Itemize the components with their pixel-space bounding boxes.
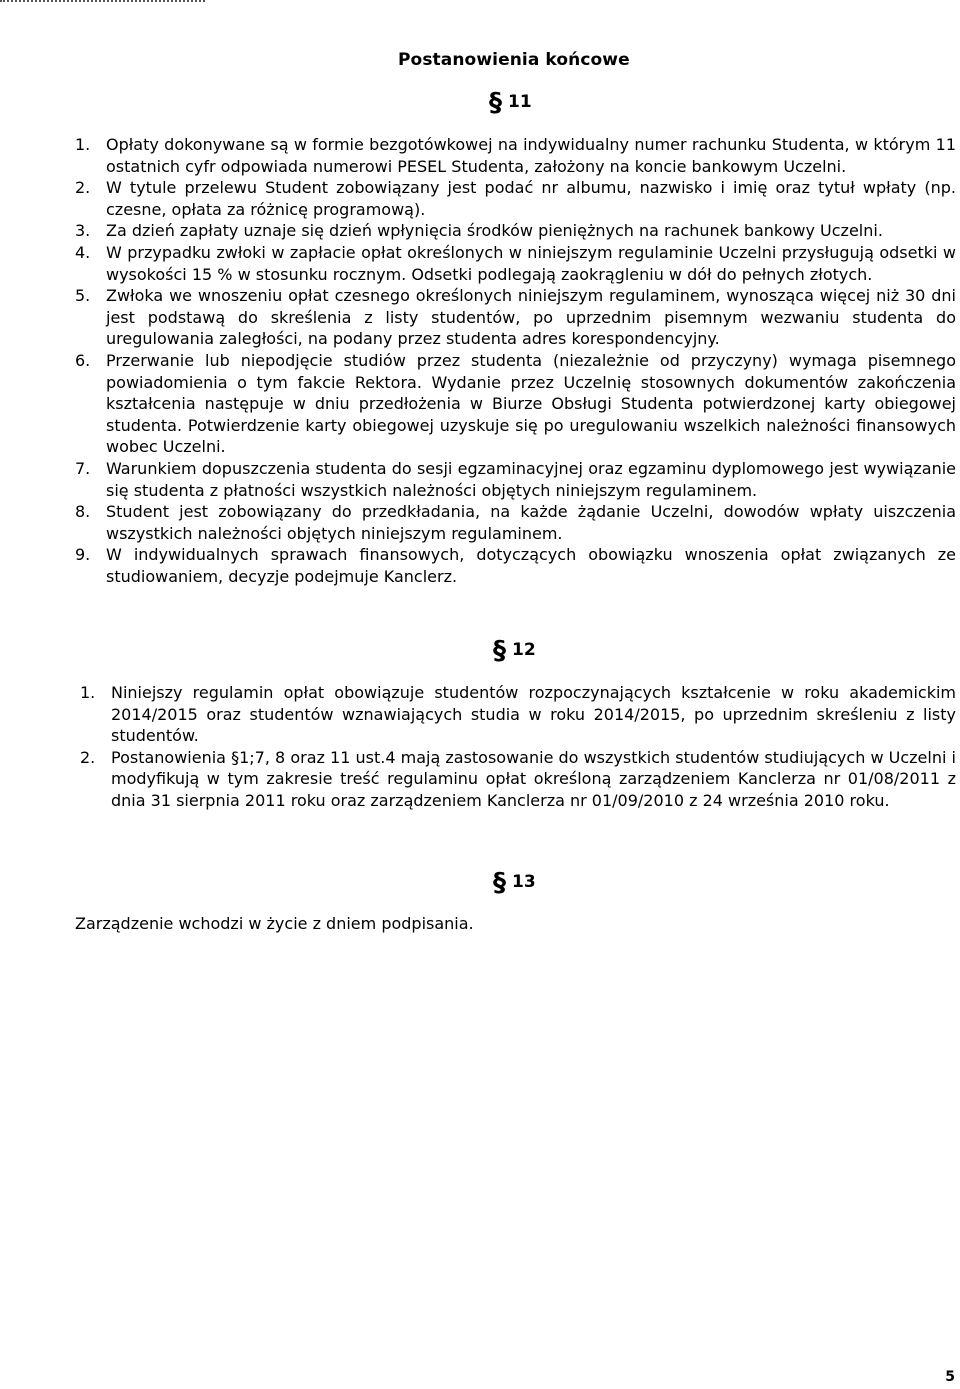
list-item	[75, 458, 956, 501]
item-text: Przerwanie lub niepodjęcie studiów przez studenta (niezależnie od przyczyny) wymaga pisemnego powiadomienia o tym fakcie Rektora. Wydanie przez Uczelnię stosownych dokumentów zakończenia kształcenia następuje w dniu przedłożenia w Biurze Obsługi Studenta potwierdzonej karty obiegowej studenta. Potwierdzenie karty obiegowej uzyskuje się po uregulowaniu wszelkich należności finansowych wobec Uczelni.	[106, 350, 956, 457]
list-item	[80, 682, 956, 747]
list-item	[75, 350, 956, 458]
item-number: 6.	[75, 350, 91, 370]
section-12-mark	[493, 636, 536, 666]
section-heading: Postanowienia końcowe	[398, 50, 630, 70]
list-item	[75, 544, 956, 587]
section-12-list	[80, 682, 956, 812]
item-text: Za dzień zapłaty uznaje się dzień wpłynięcia środków pieniężnych na rachunek bankowy Uczelni.	[106, 221, 883, 241]
item-number: 2.	[80, 747, 96, 767]
item-text: Opłaty dokonywane są w formie bezgotówkowej na indywidualny numer rachunku Studenta, w którym 11 ostatnich cyfr odpowiada numerowi PESEL Studenta, założony na koncie bankowym Uczelni.	[106, 135, 956, 176]
section-symbol: §	[493, 636, 506, 666]
list-item	[75, 501, 956, 544]
list-item	[75, 177, 956, 220]
item-number: 3.	[75, 221, 91, 241]
closing-statement: Zarządzenie wchodzi w życie z dniem podpisania.	[75, 914, 474, 933]
item-text: Zwłoka we wnoszeniu opłat czesnego określonych niniejszym regulaminem, wynosząca więcej niż 30 dni jest podstawą do skreślenia z listy studentów, po uprzednim pisemnym wezwaniu studenta do uregulowania zaległości, na podany przez studenta adres korespondencyjny.	[106, 286, 956, 349]
section-13-mark	[493, 868, 536, 898]
section-symbol: §	[489, 88, 502, 118]
section-11-list	[75, 134, 956, 587]
section-13-number: 13	[512, 872, 536, 892]
list-item	[80, 747, 956, 812]
item-number: 4.	[75, 242, 91, 262]
item-text: W przypadku zwłoki w zapłacie opłat określonych w niniejszym regulaminie Uczelni przysługują odsetki w wysokości 15 % w stosunku rocznym. Odsetki podlegają zaokrągleniu w dół do pełnych złotych.	[106, 242, 956, 284]
item-text: W indywidualnych sprawach finansowych, dotyczących obowiązku wnoszenia opłat związanych ze studiowaniem, decyzje podejmuje Kanclerz.	[106, 545, 956, 586]
list-item	[75, 285, 956, 350]
item-text: Postanowienia §1;7, 8 oraz 11 ust.4 mają zastosowanie do wszystkich studentów studiujących w Uczelni i modyfikują w tym zakresie treść regulaminu opłat określoną zarządzeniem Kanclerza nr 01/08/2011 z dnia 31 sierpnia 2011 roku oraz zarządzeniem Kanclerza nr 01/09/2010 z 24 września 2010 roku.	[111, 747, 956, 810]
list-item	[75, 242, 956, 285]
item-number: 5.	[75, 286, 91, 306]
item-number: 2.	[75, 178, 91, 198]
section-11-mark	[489, 88, 532, 118]
section-12-number: 12	[512, 640, 536, 660]
item-text: Niniejszy regulamin opłat obowiązuje studentów rozpoczynających kształcenie w roku akademickim 2014/2015 oraz studentów wznawiających studia w roku 2014/2015, po uprzednim skreśleniu z listy studentów.	[111, 683, 956, 746]
page-number: 5	[945, 1369, 955, 1385]
item-text: W tytule przelewu Student zobowiązany jest podać nr albumu, nazwisko i imię oraz tytuł wpłaty (np. czesne, opłata za różnicę programową).	[106, 178, 956, 219]
section-11-number: 11	[508, 92, 532, 112]
item-number: 1.	[80, 683, 96, 702]
item-text: Student jest zobowiązany do przedkładania, na każde żądanie Uczelni, dowodów wpłaty uiszczenia wszystkich należności objętych niniejszym regulaminem.	[106, 502, 956, 543]
list-item	[75, 134, 956, 177]
list-item	[75, 220, 956, 242]
item-number: 9.	[75, 545, 91, 565]
item-number: 8.	[75, 502, 91, 522]
item-number: 7.	[75, 458, 91, 478]
item-text: Warunkiem dopuszczenia studenta do sesji egzaminacyjnej oraz egzaminu dyplomowego jest wywiązanie się studenta z płatności wszystkich należności objętych niniejszym regulaminem.	[106, 458, 956, 500]
top-dotted-rule	[0, 0, 205, 4]
item-number: 1.	[75, 135, 91, 154]
section-symbol: §	[493, 868, 506, 898]
